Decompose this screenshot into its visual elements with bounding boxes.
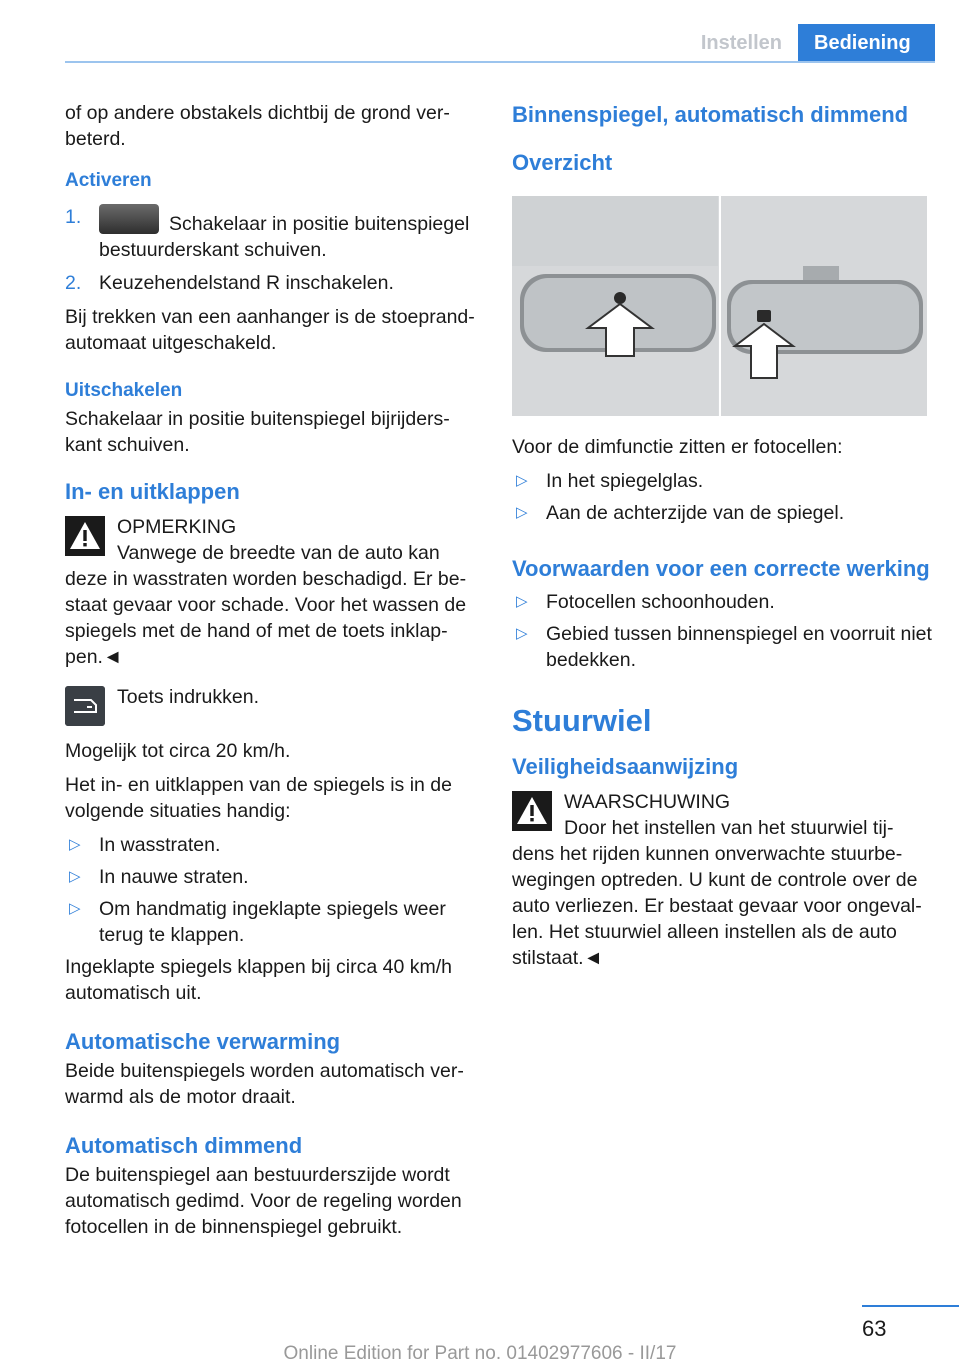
mirror-switch-icon xyxy=(99,204,159,234)
tab-instellen[interactable]: Instellen xyxy=(700,32,782,54)
bullet-triangle-icon: ▷ xyxy=(69,900,81,917)
list-item-text: Om handmatig ingeklapte spiegels weer terug te klappen. xyxy=(99,898,446,946)
stuurwiel-heading: Stuurwiel xyxy=(512,703,652,738)
bullet-triangle-icon: ▷ xyxy=(516,472,528,489)
list-item xyxy=(65,832,480,858)
list-item-text: In nauwe straten. xyxy=(99,866,249,888)
photocell-intro: Voor de dimfunctie zitten er fotocellen: xyxy=(512,436,843,458)
tab-bediening[interactable]: Bediening xyxy=(798,24,935,62)
bullet-triangle-icon: ▷ xyxy=(69,868,81,885)
mirror-front-image xyxy=(512,196,719,416)
safety-heading: Veiligheidsaanwijzing xyxy=(512,754,739,779)
step-number: 1. xyxy=(65,206,82,228)
photocell-list xyxy=(512,468,932,526)
bullet-triangle-icon: ▷ xyxy=(516,504,528,521)
right-column xyxy=(512,100,932,979)
step-text: Keuzehendelstand R inschakelen. xyxy=(99,272,394,294)
list-item xyxy=(65,896,480,948)
mirror-front-drawing xyxy=(512,196,718,416)
list-item xyxy=(512,500,932,526)
bullet-triangle-icon: ▷ xyxy=(516,593,528,610)
list-item xyxy=(512,468,932,494)
heating-heading: Automatische verwarming xyxy=(65,1029,341,1054)
warning-text: Door het instellen van het stuurwiel tij-dens het rijden kunnen onverwachte stuurbe-wegingen optreden. U kunt de controle over de auto verliezen. Er bestaat gevaar voor ongeval-len. Het stuurwiel alleen instellen als de auto stilstaat.◄ xyxy=(512,817,922,969)
left-column xyxy=(65,100,480,1248)
warning-block xyxy=(512,789,932,971)
step-number: 2. xyxy=(65,272,82,294)
inklappen-heading: In- en uitklappen xyxy=(65,479,240,504)
list-item xyxy=(512,589,932,615)
main-heading: Binnenspiegel, automatisch dimmend xyxy=(512,102,909,127)
notice-label: OPMERKING xyxy=(117,516,237,538)
speed-note: Mogelijk tot circa 20 km/h. xyxy=(65,740,291,762)
page-number: 63 xyxy=(862,1316,887,1341)
uitschakelen-heading: Uitschakelen xyxy=(65,380,183,401)
uitschakelen-text: Schakelaar in positie buitenspiegel bijrijders-kant schuiven. xyxy=(65,408,450,456)
mirror-back-drawing xyxy=(721,196,927,416)
activeren-steps xyxy=(65,204,480,296)
heating-text: Beide buitenspiegels worden automatisch ver-warmd als de motor draait. xyxy=(65,1060,464,1108)
mirror-photo xyxy=(512,196,927,416)
handy-list xyxy=(65,832,480,948)
list-item-text: In wasstraten. xyxy=(99,834,221,856)
list-item xyxy=(512,621,932,673)
header-tabs xyxy=(685,24,935,62)
toets-row xyxy=(65,684,480,726)
list-item-text: Aan de achterzijde van de spiegel. xyxy=(546,502,845,524)
edition-footer: Online Edition for Part no. 01402977606 - II/17 xyxy=(283,1343,677,1364)
footer-rule xyxy=(862,1305,959,1307)
bullet-triangle-icon: ▷ xyxy=(516,625,528,642)
handy-intro: Het in- en uitklappen van de spiegels is in de volgende situaties handig: xyxy=(65,774,452,822)
notice-block xyxy=(65,514,480,670)
toets-text: Toets indrukken. xyxy=(117,686,259,708)
list-item-text: Gebied tussen binnenspiegel en voorruit niet bedekken. xyxy=(546,623,932,671)
trailer-note: Bij trekken van een aanhanger is de stoeprand-automaat uitgeschakeld. xyxy=(65,306,475,354)
activeren-heading: Activeren xyxy=(65,170,152,191)
warning-body xyxy=(564,789,932,815)
warning-triangle-icon xyxy=(512,791,552,831)
step-text-wrapper xyxy=(99,204,480,263)
step-item xyxy=(65,204,480,263)
warning-triangle-icon xyxy=(65,516,105,556)
intro-text: of op andere obstakels dichtbij de grond ver-beterd. xyxy=(65,102,450,150)
conditions-heading: Voorwaarden voor een correcte werking xyxy=(512,556,930,581)
list-item-text: Fotocellen schoonhouden. xyxy=(546,591,775,613)
mirror-back-image xyxy=(721,196,928,416)
conditions-list xyxy=(512,589,932,673)
step-text: Schakelaar in positie buitenspiegel bestuurderskant schuiven. xyxy=(99,213,470,261)
list-item-text: In het spiegelglas. xyxy=(546,470,704,492)
notice-body xyxy=(117,514,480,540)
dimming-text: De buitenspiegel aan bestuurderszijde wordt automatisch gedimd. Voor de regeling worden fotocellen in de binnenspiegel gebruikt. xyxy=(65,1164,462,1238)
overview-heading: Overzicht xyxy=(512,150,613,175)
warning-label: WAARSCHUWING xyxy=(564,791,731,813)
step-item xyxy=(65,270,480,296)
dimming-heading: Automatisch dimmend xyxy=(65,1133,303,1158)
list-item xyxy=(65,864,480,890)
fold-back-note: Ingeklapte spiegels klappen bij circa 40 km/h automatisch uit. xyxy=(65,956,452,1004)
notice-text: Vanwege de breedte van de auto kan deze in wasstraten worden beschadigd. Er be-staat gevaar voor schade. Voor het wassen de spiegels met de hand of met de toets inklap-pen.◄ xyxy=(65,542,467,668)
header-rule xyxy=(65,61,935,63)
mirror-fold-button-icon xyxy=(65,686,105,726)
bullet-triangle-icon: ▷ xyxy=(69,836,81,853)
